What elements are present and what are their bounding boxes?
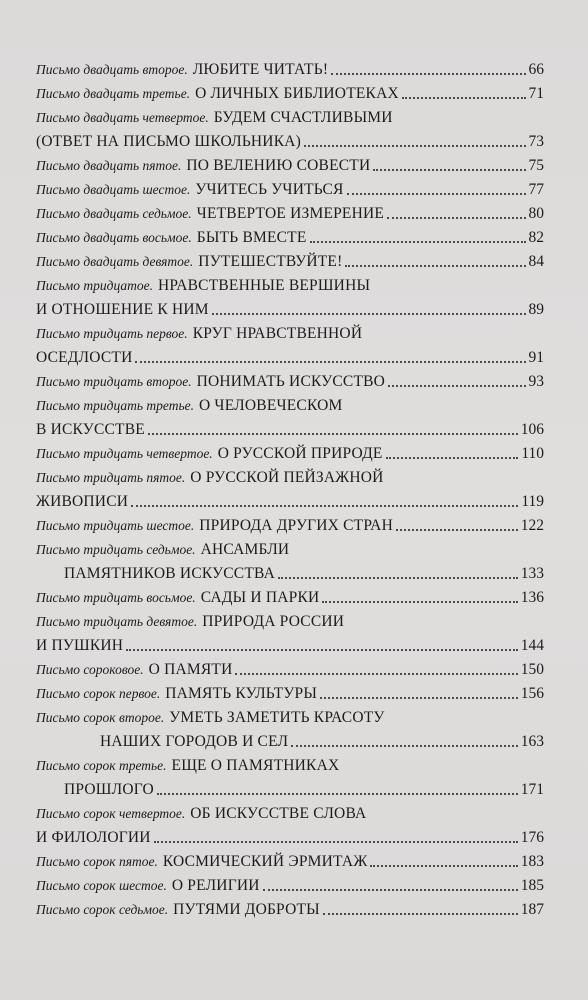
chapter-title: УМЕТЬ ЗАМЕТИТЬ КРАСОТУ: [169, 709, 385, 726]
toc-entry-line: [36, 682, 544, 706]
toc-entry-line: [36, 754, 544, 778]
page-number: 110: [521, 445, 544, 462]
chapter-title: АНСАМБЛИ: [200, 541, 290, 558]
page-number: 84: [528, 253, 544, 270]
chapter-title: ПУТЕШЕСТВУЙТЕ!: [198, 253, 343, 270]
chapter-title: ПО ВЕЛЕНИЮ СОВЕСТИ: [186, 157, 371, 174]
dot-leader: [396, 529, 518, 531]
chapter-title: И ПУШКИН: [36, 637, 124, 654]
toc-entry: [36, 514, 544, 538]
dot-leader: [263, 889, 518, 891]
toc-entry-line: [36, 634, 544, 658]
toc-entry: [36, 442, 544, 466]
letter-number: Письмо тридцать второе.: [36, 374, 192, 389]
chapter-title: БЫТЬ ВМЕСТЕ: [196, 229, 307, 246]
letter-number: Письмо тридцать шестое.: [36, 518, 195, 533]
page-number: 77: [528, 181, 544, 198]
letter-number: Письмо тридцать третье.: [36, 398, 194, 413]
page-number: 93: [528, 373, 544, 390]
chapter-title: О РУССКОЙ ПРИРОДЕ: [217, 445, 383, 462]
toc-entry-line: [36, 826, 544, 850]
chapter-title: ПРОШЛОГО: [64, 781, 154, 798]
page-number: 75: [528, 157, 544, 174]
letter-number: Письмо двадцать седьмое.: [36, 206, 192, 221]
toc-entry: [36, 370, 544, 394]
chapter-title: И ФИЛОЛОГИИ: [36, 829, 151, 846]
toc-entry: [36, 706, 544, 754]
letter-number: Письмо сорок шестое.: [36, 878, 167, 893]
toc-entry: [36, 802, 544, 850]
dot-leader: [323, 913, 518, 915]
dot-leader: [126, 649, 518, 651]
page-number: 156: [520, 685, 544, 702]
letter-number: Письмо тридцать пятое.: [36, 470, 186, 485]
dot-leader: [402, 97, 526, 99]
chapter-title: О ПАМЯТИ: [148, 661, 233, 678]
dot-leader: [131, 505, 518, 507]
chapter-title: КРУГ НРАВСТВЕННОЙ: [192, 325, 363, 342]
dot-leader: [322, 601, 517, 603]
toc-entry-line: [36, 178, 544, 202]
toc-entry: [36, 274, 544, 322]
chapter-title: НРАВСТВЕННЫЕ ВЕРШИНЫ: [158, 277, 371, 294]
dot-leader: [387, 217, 525, 219]
page-number: 82: [528, 229, 544, 246]
dot-leader: [278, 577, 518, 579]
toc-entry: [36, 466, 544, 514]
toc-entry-line: [36, 538, 544, 562]
toc-entry: [36, 178, 544, 202]
toc-entry-line: [36, 106, 544, 130]
chapter-title: УЧИТЕСЬ УЧИТЬСЯ: [195, 181, 344, 198]
page-number: 122: [520, 517, 544, 534]
letter-number: Письмо тридцать первое.: [36, 326, 188, 341]
page-number: 119: [521, 493, 544, 510]
toc-entry-line: [36, 706, 544, 730]
chapter-title: ПАМЯТНИКОВ ИСКУССТВА: [64, 565, 275, 582]
page-number: 183: [520, 853, 544, 870]
toc-entry-line: [36, 730, 544, 754]
toc-entry-line: [36, 874, 544, 898]
toc-entry-line: [36, 250, 544, 274]
page-number: 73: [528, 133, 544, 150]
toc-entry-line: [36, 58, 544, 82]
page-number: 150: [520, 661, 544, 678]
dot-leader: [331, 73, 525, 75]
page-number: 176: [520, 829, 544, 846]
toc-entry-line: [36, 514, 544, 538]
chapter-title: ЕЩЕ О ПАМЯТНИКАХ: [171, 757, 340, 774]
chapter-title: ОБ ИСКУССТВЕ СЛОВА: [190, 805, 367, 822]
chapter-title: О РУССКОЙ ПЕЙЗАЖНОЙ: [190, 469, 384, 486]
page-number: 144: [520, 637, 544, 654]
dot-leader: [212, 313, 526, 315]
toc-entry-line: [36, 322, 544, 346]
letter-number: Письмо сороковое.: [36, 662, 144, 677]
letter-number: Письмо сорок третье.: [36, 758, 167, 773]
toc-entry: [36, 874, 544, 898]
letter-number: Письмо тридцать седьмое.: [36, 542, 196, 557]
toc-entry: [36, 250, 544, 274]
chapter-title: НАШИХ ГОРОДОВ И СЕЛ: [100, 733, 289, 750]
dot-leader: [135, 361, 525, 363]
dot-leader: [345, 265, 525, 267]
page-number: 91: [528, 349, 544, 366]
dot-leader: [291, 745, 518, 747]
dot-leader: [235, 673, 517, 675]
toc-entry: [36, 682, 544, 706]
toc-entry-line: [36, 586, 544, 610]
toc-entry-line: [36, 850, 544, 874]
dot-leader: [310, 241, 526, 243]
toc-entry: [36, 610, 544, 658]
toc-entry-line: [36, 610, 544, 634]
toc-entry-line: [36, 442, 544, 466]
letter-number: Письмо двадцать третье.: [36, 86, 191, 101]
chapter-title: САДЫ И ПАРКИ: [200, 589, 320, 606]
dot-leader: [157, 793, 518, 795]
letter-number: Письмо сорок четвертое.: [36, 806, 186, 821]
page-number: 80: [528, 205, 544, 222]
chapter-title: БУДЕМ СЧАСТЛИВЫМИ: [213, 109, 393, 126]
chapter-title: О РЕЛИГИИ: [171, 877, 260, 894]
page-number: 185: [520, 877, 544, 894]
table-of-contents: [36, 58, 544, 922]
chapter-title: О ЛИЧНЫХ БИБЛИОТЕКАХ: [195, 85, 399, 102]
letter-number: Письмо сорок первое.: [36, 686, 161, 701]
chapter-title: ПАМЯТЬ КУЛЬТУРЫ: [165, 685, 318, 702]
toc-entry-line: [36, 346, 544, 370]
toc-entry: [36, 850, 544, 874]
dot-leader: [320, 697, 518, 699]
letter-number: Письмо двадцать девятое.: [36, 254, 194, 269]
chapter-title: ЧЕТВЕРТОЕ ИЗМЕРЕНИЕ: [196, 205, 385, 222]
toc-entry-line: [36, 370, 544, 394]
toc-entry-line: [36, 274, 544, 298]
toc-entry-line: [36, 802, 544, 826]
toc-entry-line: [36, 778, 544, 802]
chapter-title: ЖИВОПИСИ: [36, 493, 129, 510]
toc-entry-line: [36, 898, 544, 922]
toc-entry: [36, 754, 544, 802]
toc-entry-line: [36, 418, 544, 442]
letter-number: Письмо двадцать второе.: [36, 62, 188, 77]
toc-entry-line: [36, 466, 544, 490]
dot-leader: [386, 457, 519, 459]
toc-entry-line: [36, 394, 544, 418]
toc-entry-line: [36, 82, 544, 106]
letter-number: Письмо двадцать пятое.: [36, 158, 182, 173]
toc-entry: [36, 898, 544, 922]
dot-leader: [373, 169, 525, 171]
toc-entry: [36, 82, 544, 106]
toc-entry: [36, 538, 544, 586]
letter-number: Письмо тридцать девятое.: [36, 614, 198, 629]
toc-entry: [36, 394, 544, 442]
dot-leader: [154, 841, 518, 843]
letter-number: Письмо сорок пятое.: [36, 854, 158, 869]
page-number: 106: [520, 421, 544, 438]
toc-entry: [36, 154, 544, 178]
toc-entry: [36, 322, 544, 370]
toc-entry-line: [36, 226, 544, 250]
toc-entry-line: [36, 490, 544, 514]
letter-number: Письмо тридцать четвертое.: [36, 446, 213, 461]
page-number: 89: [528, 301, 544, 318]
toc-entry-line: [36, 154, 544, 178]
letter-number: Письмо двадцать восьмое.: [36, 230, 192, 245]
page-number: 71: [528, 85, 544, 102]
letter-number: Письмо двадцать четвертое.: [36, 110, 209, 125]
toc-entry-line: [36, 130, 544, 154]
toc-entry: [36, 586, 544, 610]
chapter-title: ЛЮБИТЕ ЧИТАТЬ!: [192, 61, 329, 78]
toc-entry-line: [36, 562, 544, 586]
dot-leader: [370, 865, 517, 867]
page-number: 133: [520, 565, 544, 582]
letter-number: Письмо сорок седьмое.: [36, 902, 169, 917]
letter-number: Письмо сорок второе.: [36, 710, 165, 725]
chapter-title: ПОНИМАТЬ ИСКУССТВО: [196, 373, 386, 390]
chapter-title: КОСМИЧЕСКИЙ ЭРМИТАЖ: [162, 853, 368, 870]
page-number: 163: [520, 733, 544, 750]
toc-entry: [36, 658, 544, 682]
dot-leader: [347, 193, 526, 195]
page-number: 187: [520, 901, 544, 918]
toc-entry: [36, 226, 544, 250]
chapter-title: В ИСКУССТВЕ: [36, 421, 145, 438]
page-number: 171: [520, 781, 544, 798]
toc-entry-line: [36, 202, 544, 226]
chapter-title: ОСЕДЛОСТИ: [36, 349, 133, 366]
page-number: 136: [520, 589, 544, 606]
dot-leader: [304, 145, 526, 147]
letter-number: Письмо тридцать восьмое.: [36, 590, 196, 605]
letter-number: Письмо тридцатое.: [36, 278, 153, 293]
toc-entry: [36, 106, 544, 154]
letter-number: Письмо двадцать шестое.: [36, 182, 191, 197]
chapter-title: (ОТВЕТ НА ПИСЬМО ШКОЛЬНИКА): [36, 133, 301, 150]
dot-leader: [148, 433, 518, 435]
toc-entry-line: [36, 658, 544, 682]
page-number: 66: [528, 61, 544, 78]
toc-entry-line: [36, 298, 544, 322]
chapter-title: О ЧЕЛОВЕЧЕСКОМ: [198, 397, 343, 414]
chapter-title: ПРИРОДА РОССИИ: [202, 613, 345, 630]
chapter-title: И ОТНОШЕНИЕ К НИМ: [36, 301, 209, 318]
toc-entry: [36, 58, 544, 82]
dot-leader: [388, 385, 525, 387]
chapter-title: ПРИРОДА ДРУГИХ СТРАН: [199, 517, 393, 534]
chapter-title: ПУТЯМИ ДОБРОТЫ: [173, 901, 320, 918]
toc-entry: [36, 202, 544, 226]
